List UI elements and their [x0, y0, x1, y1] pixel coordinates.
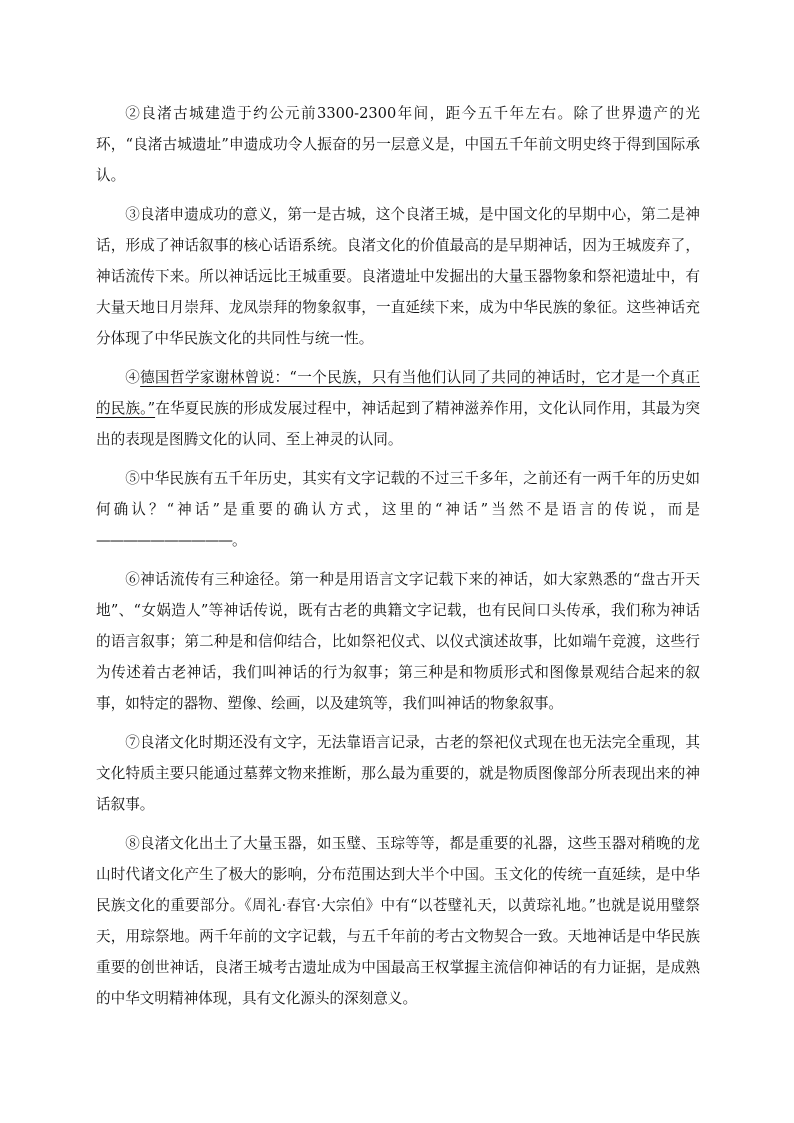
paragraph-5-text: ⑤中华民族有五千年历史，其实有文字记载的不过三千多年，之前还有一两千年的历史如何确认？“神话”是重要的确认方式，这里的“神话”当然不是语言的传说，而是	[96, 470, 700, 518]
paragraph-5-end: 。	[231, 532, 247, 549]
paragraph-7-text: ⑦良渚文化时期还没有文字，无法靠语言记录，古老的祭祀仪式现在也无法完全重现，其文化特质主要只能通过墓葬文物来推断，那么最为重要的，就是物质图像部分所表现出来的神话叙事。	[96, 734, 700, 813]
paragraph-6	[96, 564, 700, 719]
paragraph-8	[96, 828, 700, 1014]
paragraph-4-number: ④	[125, 369, 141, 386]
paragraph-3	[96, 199, 700, 354]
paragraph-6-text: ⑥神话流传有三种途径。第一种是用语言文字记载下来的神话，如大家熟悉的“盘古开天地”、“女娲造人”等神话传说，既有古老的典籍文字记载，也有民间口头传承，我们称为神话的语言叙事；第二种是和信仰结合，比如祭祀仪式、以仪式演述故事，比如端午竞渡，这些行为传述着古老神话，我们叫神话的行为叙事；第三种是和物质形式和图像景观结合起来的叙事，如特定的器物、塑像、绘画，以及建筑等，我们叫神话的物象叙事。	[96, 571, 700, 712]
paragraph-3-text: ③良渚申遗成功的意义，第一是古城，这个良渚王城，是中国文化的早期中心，第二是神话，形成了神话叙事的核心话语系统。良渚文化的价值最高的是早期神话，因为王城废弃了，神话流传下来。所以神话远比王城重要。良渚遗址中发掘出的大量玉器物象和祭祀遗址中，有大量天地日月崇拜、龙凤崇拜的物象叙事，一直延续下来，成为中华民族的象征。这些神话充分体现了中华民族文化的共同性与统一性。	[96, 206, 700, 347]
paragraph-7	[96, 727, 700, 820]
paragraph-5	[96, 463, 700, 556]
fill-in-blank[interactable]: ——————————	[96, 532, 232, 549]
paragraph-4-text: 在华夏民族的形成发展过程中，神话起到了精神滋养作用，文化认同作用，其最为突出的表现是图腾文化的认同、至上神灵的认同。	[96, 400, 700, 448]
paragraph-8-text: ⑧良渚文化出土了大量玉器，如玉璧、玉琮等等，都是重要的礼器，这些玉器对稍晚的龙山时代诸文化产生了极大的影响，分布范围达到大半个中国。玉文化的传统一直延续，是中华民族文化的重要部分。《周礼·春官·大宗伯》中有“以苍璧礼天，以黄琮礼地。”也就是说用璧祭天，用琮祭地。两千年前的文字记载，与五千年前的考古文物契合一致。天地神话是中华民族重要的创世神话，良渚王城考古遗址成为中国最高王权掌握主流信仰神话的有力证据，是成熟的中华文明精神体现，具有文化源头的深刻意义。	[96, 835, 700, 1007]
article-body	[96, 98, 700, 1022]
paragraph-2	[96, 98, 700, 191]
paragraph-2-text: ②良渚古城建造于约公元前3300-2300年间，距今五千年左右。除了世界遗产的光环，“良渚古城遗址”申遗成功令人振奋的另一层意义是，中国五千年前文明史终于得到国际承认。	[96, 105, 700, 184]
paragraph-4	[96, 362, 700, 455]
schelling-quote: 德国哲学家谢林曾说：“一个民族，只有当他们认同了共同的神话时，它才是一个真正的民族。”	[96, 369, 700, 417]
